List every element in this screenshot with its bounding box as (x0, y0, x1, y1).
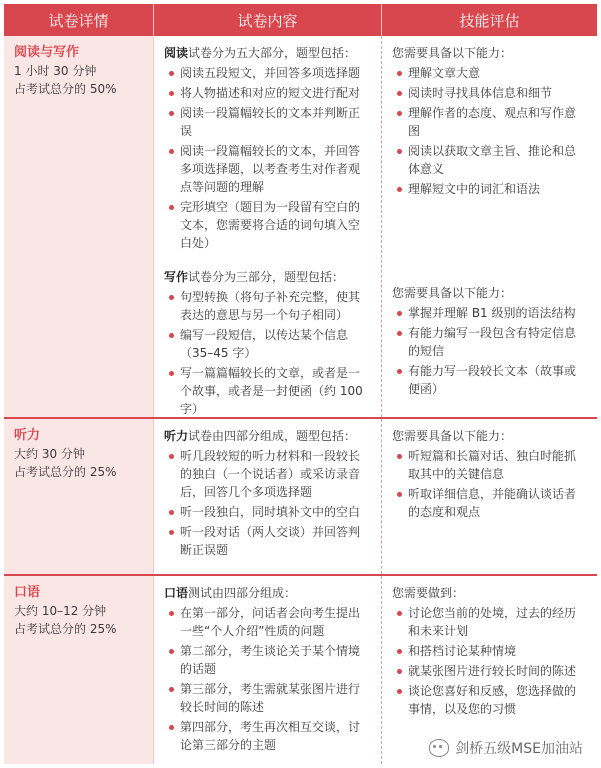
listening-content (154, 419, 382, 574)
list-item: 写一篇篇幅较长的文章，或者是一个故事，或者是一封便函（约 100 字） (164, 364, 371, 418)
list-item: 在第一部分，问话者会向考生提出一些“个人介绍”性质的问题 (164, 604, 371, 640)
speaking-content (154, 576, 382, 764)
writing-intro: 写作试卷分为三部分，题型包括： (164, 270, 345, 284)
list-item: 就某张图片进行较长时间的陈述 (392, 662, 587, 680)
reading-title: 阅读与写作 (14, 45, 80, 60)
list-item: 阅读一段篇幅较长的文本，并回答多项选择题，以考查考生对作者观点等问题的理解 (164, 142, 371, 196)
list-item: 讨论您当前的处境，过去的经历和未来计划 (392, 604, 587, 640)
listening-duration: 大约 30 分钟 (14, 447, 85, 461)
list-item: 将人物描述和对应的短文进行配对 (164, 84, 371, 102)
watermark-text: 剑桥五级MSE加油站 (455, 741, 583, 757)
writing-skills-list (392, 304, 587, 398)
speaking-details (4, 576, 154, 764)
list-item: 理解作者的态度、观点和写作意图 (392, 104, 587, 140)
writing-list (164, 288, 371, 418)
list-item: 听取详细信息，并能确认谈话者的态度和观点 (392, 485, 587, 521)
listening-details (4, 419, 154, 574)
speaking-duration: 大约 10–12 分钟 (14, 604, 107, 618)
listening-skills-intro: 您需要具备以下能力： (392, 429, 513, 443)
list-item: 完形填空（题目为一段留有空白的文本，您需要将合适的词句填入空白处） (164, 198, 371, 252)
reading-skills-list (392, 64, 587, 198)
list-item: 听几段较短的听力材料和一段较长的独白（一个说话者）或采访录音后，回答几个多项选择题 (164, 447, 371, 501)
listening-title: 听力 (14, 428, 41, 443)
reading-intro: 阅读试卷分为五大部分，题型包括： (164, 46, 357, 60)
table-header (4, 4, 597, 36)
list-item: 有能力编写一段包含有特定信息的短信 (392, 324, 587, 360)
list-item: 阅读五段短文，并回答多项选择题 (164, 64, 371, 82)
speaking-intro: 口语测试由四部分组成： (164, 586, 297, 600)
list-item: 理解短文中的词汇和语法 (392, 180, 587, 198)
list-item: 编写一段短信，以传达某个信息（35–45 字） (164, 326, 371, 362)
speaking-weight: 占考试总分的 25% (14, 622, 117, 636)
row-reading-writing (4, 36, 597, 417)
header-skills: 技能评估 (459, 11, 520, 30)
list-item: 有能力写一段较长文本（故事或便函） (392, 362, 587, 398)
list-item: 阅读一段篇幅较长的文本并判断正误 (164, 104, 371, 140)
list-item: 掌握并理解 B1 级别的语法结构 (392, 304, 587, 322)
reading-details (4, 36, 154, 417)
reading-weight: 占考试总分的 50% (14, 82, 117, 96)
speaking-skills-intro: 您需要做到： (392, 586, 465, 600)
list-item: 听一段独白，同时填补文中的空白 (164, 503, 371, 521)
listening-weight: 占考试总分的 25% (14, 465, 117, 479)
reading-content (154, 36, 382, 417)
reading-duration: 1 小时 30 分钟 (14, 64, 97, 78)
reading-list (164, 64, 371, 252)
list-item: 谈论您喜好和反感，您选择做的事情，以及您的习惯 (392, 682, 587, 718)
listening-skills (382, 419, 597, 574)
exam-table (4, 4, 597, 764)
row-listening (4, 419, 597, 574)
header-content: 试卷内容 (154, 4, 382, 36)
list-item: 阅读时寻找具体信息和细节 (392, 84, 587, 102)
list-item: 听短篇和长篇对话、独白时能抓取其中的关键信息 (392, 447, 587, 483)
list-item: 第四部分，考生再次相互交谈，讨论第三部分的主题 (164, 718, 371, 754)
listening-skills-list (392, 447, 587, 521)
header-details: 试卷详情 (4, 4, 154, 36)
list-item: 和搭档讨论某种情境 (392, 642, 587, 660)
speaking-list (164, 604, 371, 754)
writing-skills-intro: 您需要具备以下能力： (392, 286, 513, 300)
wechat-icon (429, 739, 449, 757)
speaking-title: 口语 (14, 585, 41, 600)
reading-skills (382, 36, 597, 417)
speaking-skills-list (392, 604, 587, 718)
list-item: 句型转换（将句子补充完整，使其表达的意思与另一个句子相同） (164, 288, 371, 324)
list-item: 理解文章大意 (392, 64, 587, 82)
listening-intro: 听力试卷由四部分组成，题型包括： (164, 429, 357, 443)
list-item: 第二部分，考生谈论关于某个情境的话题 (164, 642, 371, 678)
listening-list (164, 447, 371, 559)
list-item: 听一段对话（两人交谈）并回答判断正误题 (164, 523, 371, 559)
reading-skills-intro: 您需要具备以下能力： (392, 46, 513, 60)
watermark (425, 736, 587, 760)
list-item: 阅读以获取文章主旨、推论和总体意义 (392, 142, 587, 178)
list-item: 第三部分，考生需就某张图片进行较长时间的陈述 (164, 680, 371, 716)
